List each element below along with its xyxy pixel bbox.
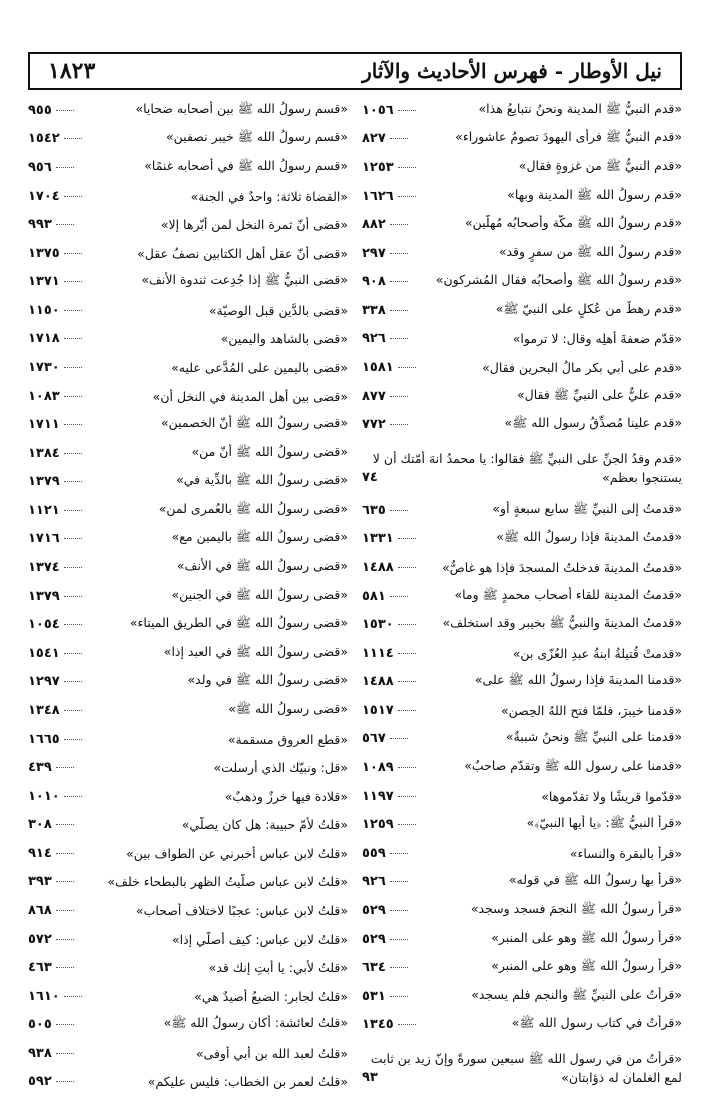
entry-text: «قلتُ لأمّ حبيبة: هل كان يصلّي» [181,817,348,833]
dot-leader [398,167,416,168]
index-entry [362,239,682,268]
entry-text: «قلتُ لابن عباس صلّيتُ الظهر بالبطحاء خلف» [107,874,348,890]
entry-text: «قطع العروق مسقمة» [227,731,348,747]
entry-page-number: ١٧١٦ [28,531,60,547]
entry-text: «قضى بالشاهد واليمين» [220,331,348,347]
dot-leader [398,1024,416,1025]
dot-leader [390,396,408,397]
entry-page-number: ١٣٧٥ [28,245,60,261]
index-entry [28,839,348,868]
entry-text: «قرأتُ في كتاب رسول الله ﷺ» [511,1015,682,1031]
entry-text: «قدّم ضعفةَ أهلِه وقال: لا ترموا» [512,331,682,347]
entry-page-number: ٧٤ [362,469,378,485]
index-entry [28,267,348,296]
dot-leader [390,253,408,254]
entry-page-number: ١١٢١ [28,502,60,518]
dot-leader [64,338,82,339]
entry-page-number: ١٦١٠ [28,988,60,1004]
entry-text: «قدمتُ المدينة للقاء أصحاب محمدٍ ﷺ وما» [454,586,682,602]
entry-page-number: ٥٦٧ [362,731,386,747]
index-entry [362,210,682,239]
index-entry [362,296,682,325]
index-entry [362,868,682,897]
dot-leader [64,538,82,539]
index-entry [28,1068,348,1097]
index-entry [28,496,348,525]
entry-text: «قلتُ لعبد الله بن أبي أوفى» [195,1045,348,1061]
index-entry [362,1039,682,1096]
dot-leader [64,281,82,282]
index-entry [362,267,682,296]
index-entry [362,810,682,839]
index-entry [28,668,348,697]
index-entry [28,982,348,1011]
entry-page-number: ١٢٥٣ [362,159,394,175]
entry-text: «قدمنا المدينةَ فإذا رسولُ الله ﷺ على» [474,672,682,688]
index-entry [362,525,682,554]
entry-text: «قرأ رسولُ الله ﷺ وهو على المنبر» [491,929,682,945]
dot-leader [64,567,82,568]
dot-leader [56,167,74,168]
index-entry [362,839,682,868]
index-entry [28,410,348,439]
entry-text: «قضى بين أهل المدينة في النخل أن» [152,388,348,404]
index-entry [28,610,348,639]
dot-leader [390,424,408,425]
dot-leader [56,1024,74,1025]
entry-page-number: ٨٢٧ [362,131,386,147]
entry-text: «قدم النبيُّ ﷺ المدينة ونحنُ نتبايعُ هذا» [478,100,682,116]
index-entry [362,925,682,954]
entry-page-number: ١٧١١ [28,417,60,433]
index-entry [362,439,682,496]
index-entry [362,553,682,582]
entry-text: «قدّموا قريشًا ولا تقدّموها» [541,788,682,804]
entry-text: «قدمتُ المدينةَ فإذا رسولُ الله ﷺ» [496,529,682,545]
entry-text: «قرأ رسولُ الله ﷺ وهو على المنبر» [491,958,682,974]
index-entry [28,239,348,268]
right-index-column [362,96,682,1096]
entry-page-number: ١٠٨٩ [362,760,394,776]
entry-page-number: ١٣٧٤ [28,560,60,576]
entry-page-number: ١٧٠٤ [28,188,60,204]
entry-text: «قدم على أبي بكرٍ مالُ البحرين فقال» [482,359,682,375]
index-entry [362,753,682,782]
entry-text: «قرأ رسولُ الله ﷺ النجمَ فسجد وسجد» [470,900,682,916]
index-entry [362,96,682,125]
entry-text: «قدم عليٌّ على النبيِّ ﷺ فقال» [516,386,682,402]
dot-leader [390,967,408,968]
dot-leader [64,138,82,139]
entry-text: «قضى رسولُ الله ﷺ بالعُمرى لمن» [158,500,348,516]
dot-leader [390,853,408,854]
entry-page-number: ١٥٣٠ [362,617,394,633]
dot-leader [56,767,74,768]
index-entry [362,410,682,439]
entry-text: «قضى باليمين على المُدَّعى عليه» [171,359,348,375]
dot-leader [390,996,408,997]
entry-text: «قسم رسولُ الله ﷺ خيبر نصفين» [166,129,348,145]
index-entry [28,753,348,782]
dot-leader [64,510,82,511]
entry-page-number: ٥٠٥ [28,1017,52,1033]
index-entry [362,125,682,154]
index-entry [362,353,682,382]
running-header [28,52,682,90]
index-entry [362,725,682,754]
entry-text: «قدمنا خيبرَ، فلمّا فتح اللهُ الحِصن» [501,702,682,718]
entry-text: «القضاة ثلاثة: واحدٌ في الجنة» [190,188,348,204]
dot-leader [398,567,416,568]
index-entry [362,1010,682,1039]
index-entry [28,925,348,954]
entry-text: لمع الغلمان له ذؤابتان» [561,1069,682,1085]
index-entry [28,125,348,154]
dot-leader [398,196,416,197]
index-entry [362,325,682,354]
index-entry [28,810,348,839]
dot-leader [390,510,408,511]
entry-page-number: ١٥٤١ [28,645,60,661]
dot-leader [64,710,82,711]
dot-leader [390,224,408,225]
entry-text: «قضى أنّ ثمرة النخل لمن أبّرها إلا» [160,217,348,233]
index-entry [28,439,348,468]
entry-text: «قدمنا على رسول الله ﷺ وتقدّم صاحبٌ» [464,758,682,774]
index-entry [362,668,682,697]
entry-page-number: ٣٣٨ [362,302,386,318]
dot-leader [390,939,408,940]
index-entry [28,953,348,982]
dot-leader [64,424,82,425]
entry-page-number: ١٤٨٨ [362,560,394,576]
entry-text: «قرأ بها رسولُ الله ﷺ في قوله» [508,872,682,888]
index-entry [28,210,348,239]
entry-text: «قضى رسولُ الله ﷺ» [228,700,348,716]
dot-leader [64,596,82,597]
entry-page-number: ٨٦٨ [28,902,52,918]
index-entry [28,696,348,725]
dot-leader [64,310,82,311]
entry-text: «قلادة فيها خرزٌ وذهبٌ» [224,788,348,804]
entry-page-number: ١٥١٧ [362,702,394,718]
entry-text: يستنجوا بعظمٍ» [602,469,682,485]
entry-text: «قلتُ لعائشة: أكان رسولُ الله ﷺ» [163,1015,348,1031]
entry-page-number: ١٠١٠ [28,788,60,804]
dot-leader [56,939,74,940]
index-entry [28,1011,348,1040]
entry-page-number: ١١١٤ [362,645,394,661]
entry-page-number: ١٤٨٨ [362,674,394,690]
entry-page-number: ٤٦٣ [28,960,52,976]
dot-leader [398,367,416,368]
index-entry [28,96,348,125]
entry-page-number: ٥٧٢ [28,931,52,947]
dot-leader [64,396,82,397]
index-entry [362,953,682,982]
entry-page-number: ٩٢٦ [362,874,386,890]
entry-text: «قدم علينا مُصدِّقُ رسول الله ﷺ» [504,415,682,431]
index-entry [28,725,348,754]
entry-page-number: ٥٥٩ [362,845,386,861]
entry-page-number: ٩٥٦ [28,159,52,175]
entry-page-number: ٩٣ [362,1069,378,1085]
entry-page-number: ١١٥٠ [28,302,60,318]
entry-page-number: ١٢٩٧ [28,674,60,690]
entry-page-number: ١٣٧٩ [28,588,60,604]
dot-leader [64,253,82,254]
entry-page-number: ٥٢٩ [362,931,386,947]
index-entry [362,696,682,725]
entry-text-line1: «قرأتُ من في رسول الله ﷺ سبعين سورةً وإنّ زيد بن ثابت [370,1050,682,1066]
entry-text: «قرأ بالبقرة والنساء» [569,845,682,861]
page-number: ١٨٢٣ [48,58,96,84]
dot-leader [398,653,416,654]
entry-page-number: ١٣٧١ [28,274,60,290]
entry-text: «قدم رهطٌ من عُكلٍ على النبيّ ﷺ» [495,300,682,316]
entry-text: «قضى رسولُ الله ﷺ بالدِّية في» [176,472,348,488]
dot-leader [64,653,82,654]
entry-text: «قدمنا على النبيِّ ﷺ ونحنُ شببةٌ» [505,729,682,745]
page-title: نيل الأوطار - فهرس الأحاديث والآثار [362,59,662,83]
entry-text: «قضى رسولُ الله ﷺ في ولد» [187,672,348,688]
entry-page-number: ١٠٨٣ [28,388,60,404]
dot-leader [390,596,408,597]
left-index-column [28,96,348,1096]
dot-leader [56,881,74,882]
index-entry [28,182,348,211]
entry-text: «قدمتُ المدينةَ فدخلتُ المسجدَ فإذا هو غاصٌّ» [442,560,682,576]
index-entry [28,468,348,497]
entry-text: «قدمتْ قُتيلةُ ابنةُ عبدِ العُزّى بن» [512,645,682,661]
index-entry [362,782,682,811]
index-entry [362,896,682,925]
dot-leader [390,738,408,739]
entry-text: «قضى رسولُ الله ﷺ باليمين مع» [171,529,348,545]
index-entry [28,525,348,554]
index-entry [28,782,348,811]
entry-page-number: ٣٩٣ [28,874,52,890]
index-entry [28,868,348,897]
dot-leader [64,996,82,997]
entry-page-number: ١٦٢٦ [362,188,394,204]
dot-leader [56,110,74,111]
dot-leader [64,796,82,797]
entry-text: «قلتُ لابن عباس أخبرني عن الطواف بين» [126,845,348,861]
dot-leader [56,224,74,225]
dot-leader [56,853,74,854]
dot-leader [398,110,416,111]
entry-text: «قدم النبيُّ ﷺ من غزوةٍ فقال» [518,157,682,173]
entry-text: «قرأ النبيُّ ﷺ: ﴿يا أيها النبيّ﴾» [526,815,682,831]
index-entry [362,382,682,411]
entry-text: «قضى رسولُ الله ﷺ أنّ الخصمين» [160,415,348,431]
dot-leader [64,453,82,454]
entry-page-number: ٥٨١ [362,588,386,604]
entry-text: «قضى بالدَّين قبل الوصيّة» [208,302,348,318]
dot-leader [64,739,82,740]
entry-text: «قدمتُ إلى النبيِّ ﷺ سابع سبعةٍ أو» [492,500,682,516]
dot-leader [64,367,82,368]
entry-text: «قدم رسولُ الله ﷺ المدينة وبها» [507,186,682,202]
entry-page-number: ٥٩٢ [28,1074,52,1090]
entry-text: «قضى النبيُّ ﷺ إذا جُدِعت ثندوة الأنف» [141,272,348,288]
entry-text: «قلتُ لابن عباس: عجبًا لاختلاف أصحاب» [135,902,348,918]
entry-page-number: ١٣٨٤ [28,445,60,461]
entry-page-number: ١٦٦٥ [28,731,60,747]
dot-leader [56,910,74,911]
entry-text: «قضى رسولُ الله ﷺ أنّ من» [191,443,348,459]
entry-page-number: ٣٠٨ [28,817,52,833]
entry-text: «قدم رسولُ الله ﷺ من سفرٍ وقد» [498,243,682,259]
entry-text: «قدم رسولُ الله ﷺ مكّة وأصحابُه مُهلّين» [464,215,682,231]
entry-page-number: ١٣٣١ [362,531,394,547]
index-entry [362,153,682,182]
dot-leader [398,624,416,625]
index-entry [28,639,348,668]
entry-text: «قرأتُ على النبيِّ ﷺ والنجم فلم يسجد» [471,986,682,1002]
entry-page-number: ٥٢٩ [362,902,386,918]
index-entry [362,182,682,211]
dot-leader [398,824,416,825]
index-entry [28,1039,348,1068]
entry-page-number: ٩٢٦ [362,331,386,347]
entry-page-number: ١٣٤٨ [28,702,60,718]
entry-page-number: ١٣٧٩ [28,474,60,490]
entry-page-number: ٨٨٢ [362,217,386,233]
entry-page-number: ١١٩٧ [362,788,394,804]
entry-page-number: ٩٠٨ [362,274,386,290]
entry-text: «قضى رسولُ الله ﷺ في الطريق الميتاء» [129,615,348,631]
entry-page-number: ١٥٤٢ [28,131,60,147]
entry-text: «قدمتُ المدينةَ والنبيُّ ﷺ بخيبر وقد استخلف» [442,615,682,631]
entry-text: «قضى رسولُ الله ﷺ في العبد إذا» [163,643,348,659]
index-entry [28,325,348,354]
index-entry [362,496,682,525]
entry-text: «قدم رسولُ الله ﷺ وأصحابُه فقال المُشركون» [435,272,682,288]
dot-leader [398,681,416,682]
index-entry [362,639,682,668]
entry-page-number: ١٠٥٤ [28,617,60,633]
entry-page-number: ١٠٥٦ [362,102,394,118]
entry-page-number: ٨٧٧ [362,388,386,404]
dot-leader [390,310,408,311]
index-entry [28,382,348,411]
dot-leader [398,796,416,797]
dot-leader [398,538,416,539]
entry-text: «قلتُ لعمر بن الخطاب: فليس عليكم» [147,1074,348,1090]
dot-leader [64,481,82,482]
index-entry [362,582,682,611]
entry-text: «قلتُ لأبي: يا أبتِ إنك قد» [208,960,348,976]
entry-text: «قدم النبيُّ ﷺ فرأى اليهودَ تصومُ عاشوراء» [455,129,682,145]
dot-leader [398,710,416,711]
entry-page-number: ١٥٨١ [362,359,394,375]
index-entry [362,982,682,1011]
entry-text: «قلتُ لابن عباس: كيف أصلّي إذا» [171,931,348,947]
entry-page-number: ١٧١٨ [28,331,60,347]
entry-page-number: ٥٣١ [362,988,386,1004]
index-entry [28,153,348,182]
dot-leader [390,281,408,282]
entry-text: «قضى رسولُ الله ﷺ في الأنف» [176,558,348,574]
index-entry [28,582,348,611]
index-entry [28,553,348,582]
entry-page-number: ٩١٤ [28,845,52,861]
dot-leader [390,138,408,139]
entry-text: «قلتُ لجابر: الضبعُ أصيدٌ هي» [194,988,348,1004]
index-entry [28,353,348,382]
dot-leader [64,196,82,197]
entry-page-number: ٩٣٨ [28,1045,52,1061]
entry-page-number: ٦٣٥ [362,502,386,518]
entry-page-number: ٩٩٣ [28,217,52,233]
entry-page-number: ١٧٣٠ [28,359,60,375]
entry-page-number: ٢٩٧ [362,245,386,261]
entry-page-number: ٧٧٢ [362,417,386,433]
entry-text: «قضى رسولُ الله ﷺ في الجنين» [171,586,348,602]
dot-leader [64,681,82,682]
entry-page-number: ٩٥٥ [28,102,52,118]
dot-leader [390,338,408,339]
dot-leader [390,910,408,911]
dot-leader [56,824,74,825]
dot-leader [56,967,74,968]
entry-text-line1: «قدم وفدُ الجنِّ على النبيِّ ﷺ فقالوا: يا محمدُ انهَ أُمّتك أن لا [372,450,682,466]
dot-leader [390,881,408,882]
entry-text: «قل: ونبيّك الذي أرسلت» [213,760,348,776]
index-entry [362,610,682,639]
dot-leader [398,767,416,768]
dot-leader [56,1081,74,1082]
index-entry [28,296,348,325]
entry-text: «قضى أنّ عقل أهل الكتابين نصفُ عقل» [137,245,348,261]
entry-page-number: ٦٣٤ [362,960,386,976]
entry-text: «قسم رسولُ الله ﷺ في أصحابه غنمًا» [144,157,348,173]
entry-page-number: ١٢٥٩ [362,817,394,833]
entry-text: «قسم رسولُ الله ﷺ بين أصحابه ضحايا» [135,100,348,116]
entry-page-number: ١٣٤٥ [362,1017,394,1033]
dot-leader [64,624,82,625]
entry-page-number: ٤٣٩ [28,760,52,776]
dot-leader [56,1053,74,1054]
index-entry [28,896,348,925]
